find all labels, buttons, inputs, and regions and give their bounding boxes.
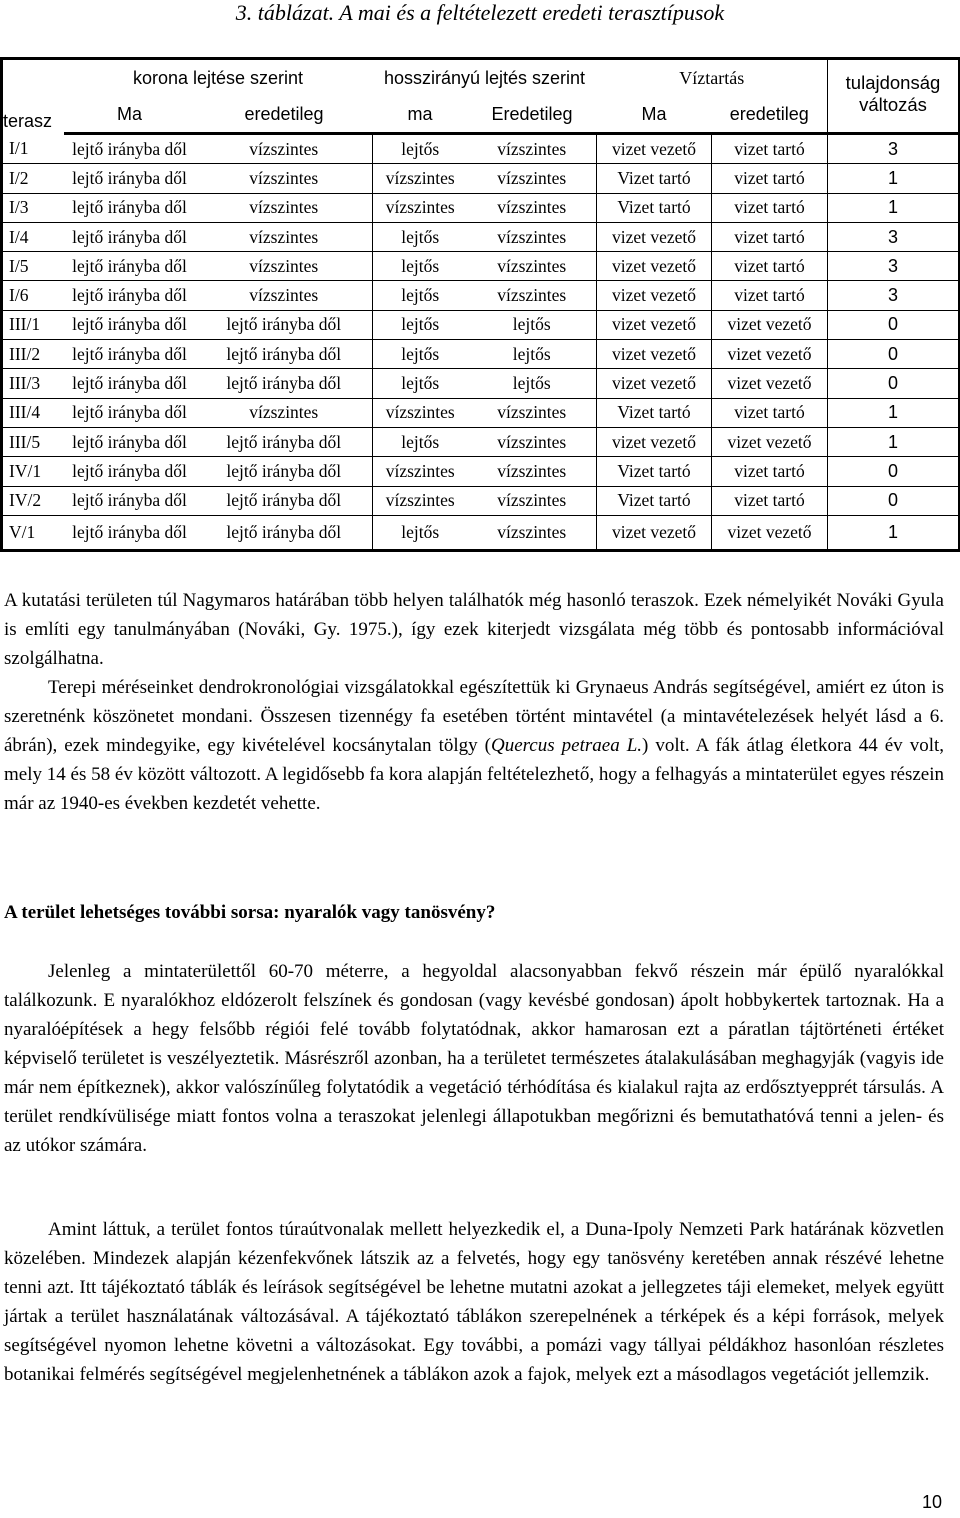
table-cell: lejtő irányba dől <box>64 281 196 310</box>
table-row <box>2 398 960 427</box>
table-cell: vízszintes <box>196 134 373 164</box>
group-header-viztartas: Víztartás <box>679 67 745 88</box>
paragraph-1: A kutatási területen túl Nagymaros határában több helyen találhatók még hasonló teraszok. Ezek némelyikét Nováki Gyula is említi egy tanulmányában (Nováki, Gy. 1975.), így ezek kiterjedt vizsgálata még több és pontosabb információval szolgálhatna. <box>4 590 944 669</box>
terrace-types-table <box>0 57 960 552</box>
table-cell: lejtős <box>373 252 468 281</box>
table-cell: vízszintes <box>373 486 468 515</box>
tulajdonsag-header <box>828 59 960 134</box>
table-cell: vízszintes <box>468 398 597 427</box>
change-count: 0 <box>828 486 960 515</box>
section-heading: A terület lehetséges további sorsa: nyaralók vagy tanösvény? <box>4 902 496 923</box>
table-cell: lejtős <box>468 340 597 369</box>
paragraph-2-part-a: Terepi méréseinket dendrokronológiai vizsgálatokkal egészítettük ki Grynaeus András segítségével, amiért ez úton is szeretnénk köszönetet mondani. Összesen tizennégy fa esetében történt mintavétel (a mintavételezések helyét lásd a 6. ábrán), ezek mindegyike, egy kivételével kocsánytalan tölgy ( <box>4 677 944 756</box>
row-id: I/3 <box>2 193 64 222</box>
table-cell: vizet tartó <box>712 457 828 486</box>
table-cell: lejtős <box>373 515 468 550</box>
subheader-eredetileg: eredetileg <box>196 96 373 134</box>
table-cell: vizet vezető <box>597 310 712 339</box>
table-cell: lejtős <box>373 281 468 310</box>
page-number: 10 <box>921 1492 942 1512</box>
row-id: I/5 <box>2 252 64 281</box>
table-cell: lejtő irányba dől <box>64 222 196 251</box>
table-cell: lejtő irányba dől <box>226 521 342 542</box>
subheader-ma: Ma <box>64 96 196 134</box>
group-header-korona: korona lejtése szerint <box>132 67 304 88</box>
table-cell: lejtő irányba dől <box>64 252 196 281</box>
table-cell: vízszintes <box>196 164 373 193</box>
table-cell: lejtős <box>373 369 468 398</box>
table-cell: lejtős <box>373 427 468 456</box>
table-cell: vízszintes <box>468 486 597 515</box>
table-cell: lejtős <box>373 134 468 164</box>
change-count: 0 <box>828 340 960 369</box>
table-cell: lejtő irányba dől <box>64 486 196 515</box>
table-row <box>2 164 960 193</box>
table-cell: vizet vezető <box>712 369 828 398</box>
change-count: 1 <box>828 398 960 427</box>
table-row <box>2 252 960 281</box>
table-cell: vízszintes <box>468 164 597 193</box>
table-cell: lejtős <box>468 369 597 398</box>
species-name: Quercus petraea L. <box>490 735 643 756</box>
paragraph-2-part-b: ) volt. A fák átlag életkora 44 év volt, mely 14 és 58 év között változott. A legidősebb fa kora alapján feltételezhető, hogy a felhagyás a mintaterület egyes részein már az 1940-es években kezdetét vehette. <box>4 735 945 814</box>
table-cell: vízszintes <box>196 193 373 222</box>
paragraph-3: Jelenleg a mintaterülettől 60-70 méterre, a hegyoldal alacsonyabban fekvő részein már épülő nyaralókkal találkozunk. E nyaralókhoz eldózerolt felszínek és gondosan (vagy kevésbé gondosan) ápolt hobbykertek tartoznak. Ha a nyaralóépítések a hegy felsőbb régiói felé tovább folytatódnak, akkor hamarosan ezt a páratlan tájtörténeti értéket képviselő területet is veszélyeztetik. Másrészről azonban, ha a területet természetes átalakulásában meghagyják (vagyis ide már nem építkeznek), akkor valószínűleg folytatódik a vegetáció térhódítása és kialakul rajta az erdősztyepprét társulás. A terület rendkívülisége miatt fontos volna a teraszokat jelenlegi állapotukban megőrizni és bemutathatóvá tenni a jelen- és az utókor számára. <box>4 961 944 1156</box>
table-cell: Vizet tartó <box>597 398 712 427</box>
table-cell: vízszintes <box>468 222 597 251</box>
subheader-eredetileg: eredetileg <box>712 96 828 134</box>
table-row <box>2 369 960 398</box>
table-cell: lejtő irányba dől <box>72 521 187 542</box>
change-count: 1 <box>828 193 960 222</box>
table-row <box>2 340 960 369</box>
table-row <box>2 134 960 164</box>
table-cell: vizet vezető <box>712 427 828 456</box>
table-cell: vizet vezető <box>712 515 828 550</box>
table-cell: vizet tartó <box>712 281 828 310</box>
row-id: IV/1 <box>2 457 64 486</box>
table-cell: vízszintes <box>468 427 597 456</box>
table-cell: vízszintes <box>468 457 597 486</box>
terasz-header: terasz <box>3 110 53 131</box>
table-cell: vizet vezető <box>712 340 828 369</box>
change-count: 3 <box>828 281 960 310</box>
change-count: 3 <box>828 252 960 281</box>
table-row <box>2 281 960 310</box>
table-cell: lejtő irányba dől <box>64 457 196 486</box>
table-cell: vizet vezető <box>597 281 712 310</box>
table-cell: lejtő irányba dől <box>64 369 196 398</box>
change-count: 3 <box>828 134 960 164</box>
table-cell: vizet vezető <box>597 252 712 281</box>
subheader-eredetileg: Eredetileg <box>468 96 597 134</box>
table-cell: Vizet tartó <box>597 193 712 222</box>
table-row <box>2 515 960 550</box>
group-header-hosszirany: hosszirányú lejtés szerint <box>383 67 586 88</box>
table-cell: vizet vezető <box>597 515 712 550</box>
table-cell: vizet vezető <box>597 222 712 251</box>
table-cell: lejtő irányba dől <box>64 164 196 193</box>
table-cell: vízszintes <box>468 252 597 281</box>
table-cell: lejtős <box>373 222 468 251</box>
table-cell: vízszintes <box>196 398 373 427</box>
table-cell: lejtő irányba dől <box>196 427 373 456</box>
table-cell: vizet tartó <box>712 252 828 281</box>
table-cell: vízszintes <box>196 281 373 310</box>
table-cell: vizet vezető <box>597 134 712 164</box>
table-cell: Vizet tartó <box>597 164 712 193</box>
table-cell: vizet tartó <box>712 398 828 427</box>
table-cell: vízszintes <box>196 252 373 281</box>
row-id: III/1 <box>2 310 64 339</box>
table-cell: vízszintes <box>468 134 597 164</box>
row-id: I/2 <box>2 164 64 193</box>
table-cell: vizet vezető <box>712 310 828 339</box>
table-row <box>2 457 960 486</box>
table-cell: vízszintes <box>373 164 468 193</box>
change-count: 3 <box>828 222 960 251</box>
paragraph-2 <box>4 673 944 818</box>
change-count: 1 <box>828 515 960 550</box>
row-id: V/1 <box>9 521 36 542</box>
table-cell: lejtő irányba dől <box>64 134 196 164</box>
table-cell: vízszintes <box>196 222 373 251</box>
table-cell: vizet tartó <box>712 193 828 222</box>
table-row <box>2 222 960 251</box>
table-caption: 3. táblázat. A mai és a feltételezett eredeti terasztípusok <box>235 0 725 25</box>
table-row <box>2 193 960 222</box>
table-cell: vizet tartó <box>712 134 828 164</box>
table-row <box>2 427 960 456</box>
change-count: 0 <box>828 457 960 486</box>
table-cell: vízszintes <box>373 193 468 222</box>
row-id: III/5 <box>2 427 64 456</box>
table-cell: vízszintes <box>468 281 597 310</box>
table-cell: vizet vezető <box>597 340 712 369</box>
table-cell: lejtő irányba dől <box>64 340 196 369</box>
table-cell: lejtős <box>373 340 468 369</box>
table-cell: Vizet tartó <box>597 457 712 486</box>
subheader-ma: Ma <box>597 96 712 134</box>
table-cell: lejtő irányba dől <box>196 369 373 398</box>
paragraph-4: Amint láttuk, a terület fontos túraútvonalak mellett helyezkedik el, a Duna-Ipoly Nemzeti Park határának közvetlen közelében. Mindezek alapján kézenfekvőnek látszik az a felvetés, hogy egy tanösvény keretében annak részévé lehetne tenni azt. Itt tájékoztató táblák és leírások segítségével be lehetne mutatni azokat a jellegzetes táji elemeket, melyek együtt jártak a terület használatának változásával. A tájékoztató táblákon szerepelnének a térképek és a képi források, melyek segítségével nyomon lehetne követni a változásokat. Egy további, a pomázi vagy tállyai példákhoz hasonlóan részletes botanikai felmérés segítségével megjelenhetnének a táblákon azok a fajok, melyek ezt a másodlagos vegetációt jellemzik. <box>4 1219 944 1385</box>
table-cell: lejtő irányba dől <box>64 398 196 427</box>
row-id: IV/2 <box>2 486 64 515</box>
table-cell: vízszintes <box>373 398 468 427</box>
table-cell: vizet vezető <box>597 427 712 456</box>
table-cell: vízszintes <box>373 457 468 486</box>
row-id: III/4 <box>2 398 64 427</box>
table-cell: lejtő irányba dől <box>196 340 373 369</box>
table-cell: lejtő irányba dől <box>64 427 196 456</box>
table-row <box>2 310 960 339</box>
table-cell: Vizet tartó <box>597 486 712 515</box>
table-cell: vizet tartó <box>712 486 828 515</box>
table-cell: vizet vezető <box>597 369 712 398</box>
row-id: I/4 <box>2 222 64 251</box>
change-count: 0 <box>828 310 960 339</box>
table-row <box>2 486 960 515</box>
table-cell: vizet tartó <box>712 222 828 251</box>
table-cell: lejtős <box>468 310 597 339</box>
table-cell: lejtő irányba dől <box>64 193 196 222</box>
change-count: 1 <box>828 427 960 456</box>
row-id: III/3 <box>2 369 64 398</box>
valtozas-label: változás <box>859 94 927 115</box>
row-id: III/2 <box>2 340 64 369</box>
table-cell: lejtő irányba dől <box>196 457 373 486</box>
subheader-ma: ma <box>373 96 468 134</box>
table-cell: vízszintes <box>497 521 567 542</box>
change-count: 1 <box>828 164 960 193</box>
table-cell: vizet tartó <box>712 164 828 193</box>
table-cell: vízszintes <box>468 193 597 222</box>
tulajdonsag-label: tulajdonság <box>845 72 941 93</box>
change-count: 0 <box>828 369 960 398</box>
table-cell: lejtő irányba dől <box>64 310 196 339</box>
row-id: I/6 <box>2 281 64 310</box>
table-cell: lejtő irányba dől <box>196 486 373 515</box>
row-id: I/1 <box>2 134 64 164</box>
table-cell: lejtő irányba dől <box>196 310 373 339</box>
table-cell: lejtős <box>373 310 468 339</box>
